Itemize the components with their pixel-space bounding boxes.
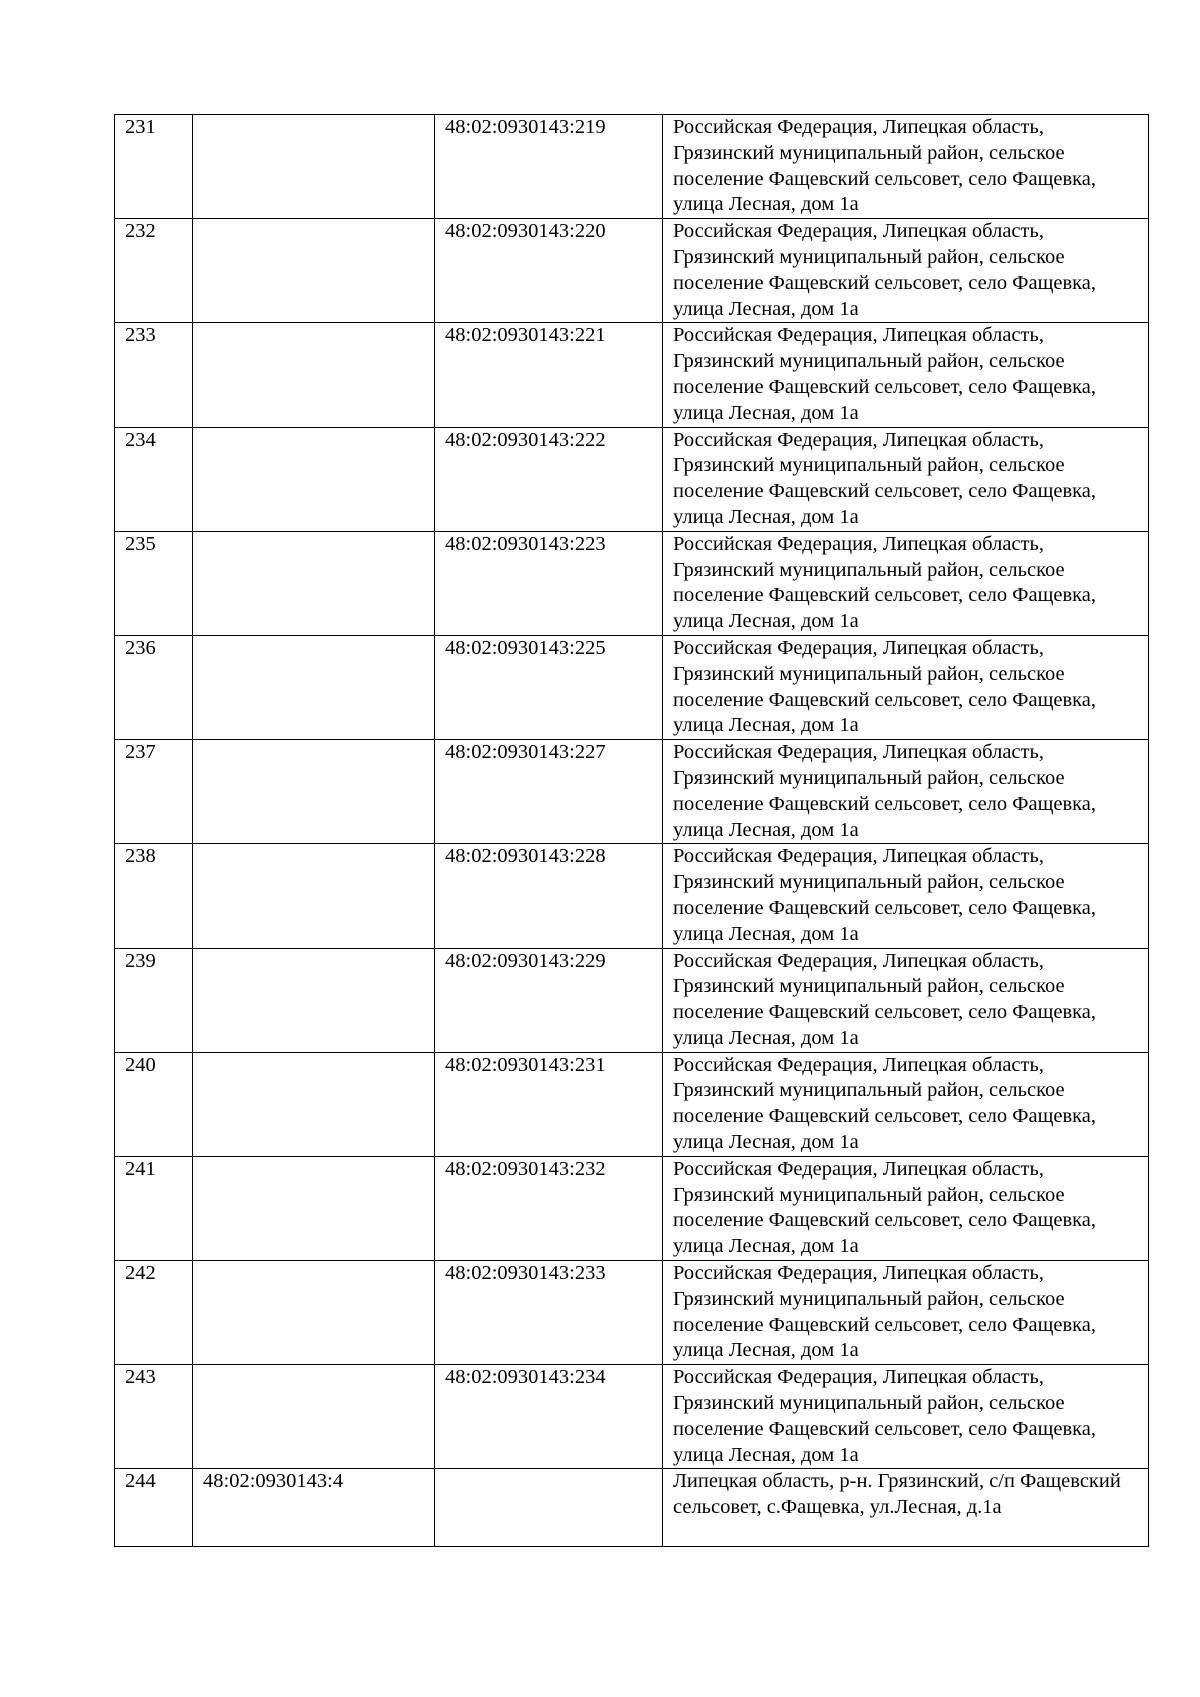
address: Российская Федерация, Липецкая область, Грязинский муниципальный район, сельское поселение Фащевский сельсовет, село Фащевка, улица Лесная, дом 1а xyxy=(663,115,1149,219)
address: Российская Федерация, Липецкая область, Грязинский муниципальный район, сельское поселение Фащевский сельсовет, село Фащевка, улица Лесная, дом 1а xyxy=(663,1052,1149,1156)
cadastral-number: 48:02:0930143:227 xyxy=(435,740,663,844)
parent-cadastral-number xyxy=(193,1052,435,1156)
table-row xyxy=(115,1469,1149,1547)
address: Российская Федерация, Липецкая область, Грязинский муниципальный район, сельское поселение Фащевский сельсовет, село Фащевка, улица Лесная, дом 1а xyxy=(663,531,1149,635)
cadastral-number xyxy=(435,1469,663,1547)
parent-cadastral-number xyxy=(193,635,435,739)
row-number: 232 xyxy=(115,219,193,323)
address: Российская Федерация, Липецкая область, Грязинский муниципальный район, сельское поселение Фащевский сельсовет, село Фащевка, улица Лесная, дом 1а xyxy=(663,948,1149,1052)
row-number: 239 xyxy=(115,948,193,1052)
cadastral-number: 48:02:0930143:232 xyxy=(435,1156,663,1260)
row-number: 237 xyxy=(115,740,193,844)
cadastral-number: 48:02:0930143:221 xyxy=(435,323,663,427)
cadastral-number: 48:02:0930143:231 xyxy=(435,1052,663,1156)
property-table xyxy=(114,114,1149,1547)
row-number: 235 xyxy=(115,531,193,635)
address: Российская Федерация, Липецкая область, Грязинский муниципальный район, сельское поселение Фащевский сельсовет, село Фащевка, улица Лесная, дом 1а xyxy=(663,1156,1149,1260)
address: Российская Федерация, Липецкая область, Грязинский муниципальный район, сельское поселение Фащевский сельсовет, село Фащевка, улица Лесная, дом 1а xyxy=(663,427,1149,531)
table-row xyxy=(115,948,1149,1052)
parent-cadastral-number xyxy=(193,531,435,635)
parent-cadastral-number xyxy=(193,115,435,219)
table-row xyxy=(115,115,1149,219)
cadastral-number: 48:02:0930143:222 xyxy=(435,427,663,531)
row-number: 240 xyxy=(115,1052,193,1156)
parent-cadastral-number xyxy=(193,1156,435,1260)
address: Российская Федерация, Липецкая область, Грязинский муниципальный район, сельское поселение Фащевский сельсовет, село Фащевка, улица Лесная, дом 1а xyxy=(663,323,1149,427)
address: Российская Федерация, Липецкая область, Грязинский муниципальный район, сельское поселение Фащевский сельсовет, село Фащевка, улица Лесная, дом 1а xyxy=(663,219,1149,323)
row-number: 244 xyxy=(115,1469,193,1547)
cadastral-number: 48:02:0930143:233 xyxy=(435,1261,663,1365)
address: Российская Федерация, Липецкая область, Грязинский муниципальный район, сельское поселение Фащевский сельсовет, село Фащевка, улица Лесная, дом 1а xyxy=(663,844,1149,948)
table-row xyxy=(115,740,1149,844)
cadastral-number: 48:02:0930143:229 xyxy=(435,948,663,1052)
cadastral-number: 48:02:0930143:225 xyxy=(435,635,663,739)
cadastral-number: 48:02:0930143:223 xyxy=(435,531,663,635)
address: Российская Федерация, Липецкая область, Грязинский муниципальный район, сельское поселение Фащевский сельсовет, село Фащевка, улица Лесная, дом 1а xyxy=(663,740,1149,844)
cadastral-number: 48:02:0930143:220 xyxy=(435,219,663,323)
parent-cadastral-number xyxy=(193,844,435,948)
cadastral-number: 48:02:0930143:219 xyxy=(435,115,663,219)
row-number: 236 xyxy=(115,635,193,739)
row-number: 234 xyxy=(115,427,193,531)
table-row xyxy=(115,219,1149,323)
table-row xyxy=(115,323,1149,427)
table-row xyxy=(115,844,1149,948)
row-number: 231 xyxy=(115,115,193,219)
table-row xyxy=(115,427,1149,531)
parent-cadastral-number: 48:02:0930143:4 xyxy=(193,1469,435,1547)
table-row xyxy=(115,531,1149,635)
parent-cadastral-number xyxy=(193,948,435,1052)
parent-cadastral-number xyxy=(193,1365,435,1469)
parent-cadastral-number xyxy=(193,1261,435,1365)
parent-cadastral-number xyxy=(193,323,435,427)
row-number: 241 xyxy=(115,1156,193,1260)
cadastral-number: 48:02:0930143:234 xyxy=(435,1365,663,1469)
address: Российская Федерация, Липецкая область, Грязинский муниципальный район, сельское поселение Фащевский сельсовет, село Фащевка, улица Лесная, дом 1а xyxy=(663,1261,1149,1365)
address: Липецкая область, р-н. Грязинский, с/п Фащевский сельсовет, с.Фащевка, ул.Лесная, д.1а xyxy=(663,1469,1149,1547)
row-number: 242 xyxy=(115,1261,193,1365)
table-row xyxy=(115,635,1149,739)
table-row xyxy=(115,1052,1149,1156)
address: Российская Федерация, Липецкая область, Грязинский муниципальный район, сельское поселение Фащевский сельсовет, село Фащевка, улица Лесная, дом 1а xyxy=(663,1365,1149,1469)
table-row xyxy=(115,1156,1149,1260)
row-number: 233 xyxy=(115,323,193,427)
row-number: 243 xyxy=(115,1365,193,1469)
table-row xyxy=(115,1261,1149,1365)
cadastral-number: 48:02:0930143:228 xyxy=(435,844,663,948)
parent-cadastral-number xyxy=(193,740,435,844)
parent-cadastral-number xyxy=(193,219,435,323)
address: Российская Федерация, Липецкая область, Грязинский муниципальный район, сельское поселение Фащевский сельсовет, село Фащевка, улица Лесная, дом 1а xyxy=(663,635,1149,739)
parent-cadastral-number xyxy=(193,427,435,531)
table-row xyxy=(115,1365,1149,1469)
row-number: 238 xyxy=(115,844,193,948)
